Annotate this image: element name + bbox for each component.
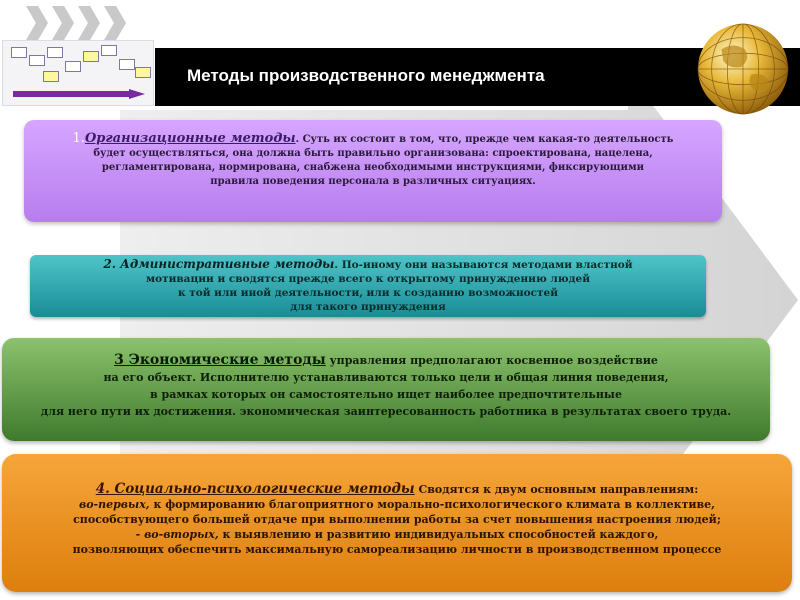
card-heading: 4. Социально-психологические методы <box>95 481 415 497</box>
card-text: к выявлению и развитию индивидуальных способностей каждого, <box>218 528 659 541</box>
card-line: регламентирована, нормирована, снабжена необходимыми инструкциями, фиксирующими <box>101 162 645 173</box>
card-text: управления предполагают косвенное воздействие <box>325 354 658 367</box>
card-line: в рамках которых он самостоятельно ищет наиболее предпочтительные <box>150 388 622 401</box>
card-line <box>2 482 792 497</box>
card-line: для такого принуждения <box>290 301 446 313</box>
card-administrative-methods <box>30 255 706 317</box>
card-text: . Суть их состоит в том, что, прежде чем какая-то деятельность <box>295 134 674 145</box>
card-line <box>2 497 792 512</box>
card-text: к формированию благоприятного морально-психологического климата в коллективе, <box>149 498 716 511</box>
card-line: на его объект. Исполнителю устанавливаются только цели и общая линия поведения, <box>103 371 669 384</box>
process-flow-thumbnail <box>2 40 154 106</box>
card-social-psychological-methods <box>2 454 792 592</box>
card-heading: 2. Административные методы <box>103 257 335 271</box>
card-text: . По-иному они называются методами властной <box>334 259 633 271</box>
card-number: 1. <box>72 131 85 146</box>
card-organizational-methods <box>24 120 722 222</box>
card-line: правила поведения персонала в различных ситуациях. <box>210 176 536 187</box>
card-text-italic: во-вторых, <box>144 528 219 541</box>
card-line <box>2 527 792 542</box>
card-line <box>24 132 722 147</box>
card-line: будет осуществляться, она должна быть правильно организована: спроектирована, нацелена, <box>93 148 653 159</box>
card-text: Сводятся к двум основным направлениям: <box>414 483 699 496</box>
card-line: позволяющих обеспечить максимальную самореализацию личности в производственном процессе <box>72 543 722 556</box>
card-line: мотивации и сводятся прежде всего к открытому принуждению людей <box>145 273 591 285</box>
card-line <box>30 257 706 272</box>
card-text-italic: во-первых, <box>78 498 150 511</box>
card-heading: 3 Экономические методы <box>114 352 326 368</box>
page-title: Методы производственного менеджмента <box>187 66 545 85</box>
card-line: к той или иной деятельности, или к созданию возможностей <box>177 287 559 299</box>
card-line <box>2 352 770 369</box>
card-line: для него пути их достижения. экономическая заинтересованность работника в результатах своего труда. <box>40 405 732 418</box>
card-text: - <box>135 528 145 541</box>
golden-globe-icon <box>694 20 792 118</box>
card-line: способствующего большей отдаче при выполнении работы за счет повышения настроения людей; <box>73 513 721 526</box>
card-economic-methods <box>2 338 770 441</box>
card-heading: Организационные методы <box>84 131 296 146</box>
